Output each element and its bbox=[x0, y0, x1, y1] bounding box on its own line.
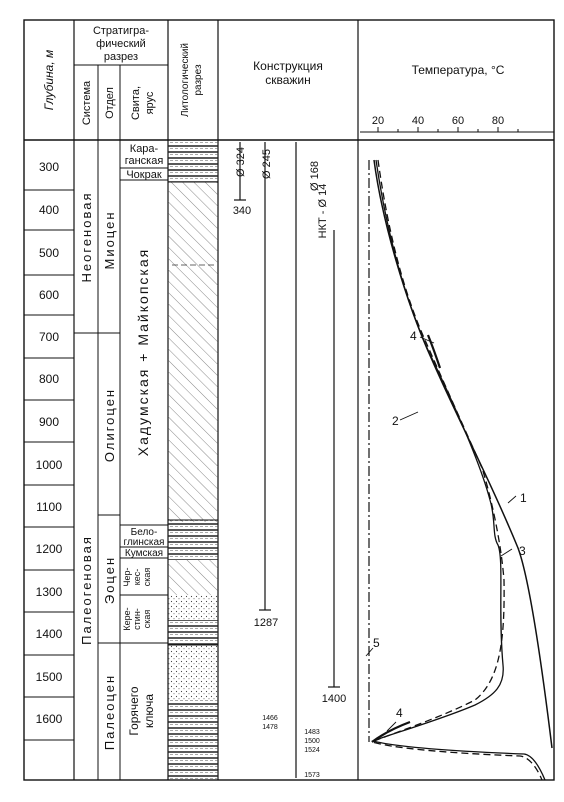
temperature-axis bbox=[360, 115, 554, 132]
depth-label: 700 bbox=[38, 330, 60, 344]
depth-label: 900 bbox=[38, 415, 60, 429]
construction-header-line2: скважин bbox=[265, 73, 311, 87]
curve-label-4: 4 bbox=[410, 329, 417, 343]
depth-label: 1200 bbox=[35, 542, 63, 556]
depth-label: 600 bbox=[38, 288, 60, 302]
casing-depth-1478: 1478 bbox=[262, 724, 278, 731]
curve-leaders bbox=[366, 337, 516, 731]
curve-label-1: 1 bbox=[520, 491, 527, 505]
temperature-curves bbox=[369, 160, 552, 780]
dept-miocene: Миоцен bbox=[102, 210, 117, 270]
casing-label-324: Ø 324 bbox=[235, 147, 247, 177]
depth-label: 1400 bbox=[35, 627, 63, 641]
suite-kerest-3: ская bbox=[142, 609, 152, 629]
depth-label: 1600 bbox=[35, 712, 63, 726]
casing-column bbox=[233, 142, 346, 779]
curve-3 bbox=[373, 160, 545, 780]
strat-header-line1: Стратигра- bbox=[92, 25, 150, 37]
curve-label-5: 5 bbox=[373, 636, 380, 650]
temp-tick-40: 40 bbox=[411, 115, 425, 127]
temperature-header: Температура, °С bbox=[411, 63, 505, 77]
depth-label: 800 bbox=[38, 372, 60, 386]
temp-tick-20: 20 bbox=[371, 115, 385, 127]
casing-depth-1287: 1287 bbox=[253, 617, 279, 629]
casing-depth-1400: 1400 bbox=[321, 693, 347, 705]
curve-label-4b: 4 bbox=[396, 706, 403, 720]
suite-beloglin-1: Бело- bbox=[130, 527, 158, 538]
dept-oligocene: Олигоцен bbox=[102, 387, 117, 463]
suite-cherkess-1: Чер- bbox=[122, 567, 132, 587]
casing-depth-340: 340 bbox=[232, 205, 252, 217]
curve-2 bbox=[372, 160, 542, 780]
suite-chokrak: Чокрак bbox=[126, 169, 162, 181]
casing-depth-1483: 1483 bbox=[304, 729, 320, 736]
casing-depth-1466: 1466 bbox=[262, 715, 278, 722]
depth-label: 300 bbox=[38, 160, 60, 174]
dept-paleocene: Палеоцен bbox=[102, 673, 117, 751]
dept-eocene: Эоцен bbox=[102, 555, 117, 605]
suite-header-line1: Свита, bbox=[130, 85, 142, 121]
casing-depth-1573: 1573 bbox=[304, 772, 320, 779]
casing-label-245: Ø 245 bbox=[261, 149, 273, 179]
suite-cherkess-3: ская bbox=[142, 567, 152, 587]
suite-goryachiy-1: Горячего bbox=[127, 686, 141, 736]
curve-label-2: 2 bbox=[392, 414, 399, 428]
casing-label-168: Ø 168 bbox=[309, 161, 321, 191]
system-header: Система bbox=[81, 80, 93, 126]
casing-label-nkt: НКТ - Ø 14 bbox=[317, 183, 329, 239]
curve-label-3: 3 bbox=[519, 544, 526, 558]
temp-tick-80: 80 bbox=[491, 115, 505, 127]
suite-beloglin-2: глинская bbox=[123, 537, 165, 548]
suite-kerest-1: Кере- bbox=[122, 607, 132, 631]
department-header: Отдел bbox=[104, 87, 116, 119]
depth-header: Глубина, м bbox=[42, 49, 56, 111]
litho-header-line1: Литологический bbox=[180, 42, 191, 118]
strat-header-line3: разрез bbox=[103, 51, 139, 63]
suite-kerest-2: стин- bbox=[132, 608, 142, 630]
suite-header-line2: ярус bbox=[144, 91, 156, 115]
lithology-column bbox=[168, 142, 218, 780]
depth-label: 1300 bbox=[35, 585, 63, 599]
suite-karagan-2: ганская bbox=[124, 155, 164, 167]
construction-header-line1: Конструкция bbox=[253, 59, 323, 73]
curve-1 bbox=[374, 160, 552, 748]
suite-kuma: Кумская bbox=[124, 548, 164, 559]
curve-4-lower bbox=[372, 722, 410, 742]
depth-label: 1500 bbox=[35, 670, 63, 684]
temp-tick-60: 60 bbox=[451, 115, 465, 127]
casing-depth-1524: 1524 bbox=[304, 747, 320, 754]
casing-depth-1500: 1500 bbox=[304, 738, 320, 745]
depth-label: 500 bbox=[38, 246, 60, 260]
suite-goryachiy-2: ключа bbox=[142, 693, 156, 729]
depth-scale bbox=[24, 160, 74, 740]
suite-hadum-maikop: Хадумская + Майкопская bbox=[135, 247, 151, 457]
suite-karagan-1: Кара- bbox=[129, 143, 159, 155]
system-paleogene: Палеогеновая bbox=[79, 535, 94, 645]
depth-label: 1000 bbox=[35, 458, 63, 472]
strat-header-line2: фический bbox=[96, 38, 146, 50]
suite-cherkess-2: кес- bbox=[132, 568, 142, 586]
litho-header-line2: разрез bbox=[193, 64, 204, 96]
depth-label: 1100 bbox=[36, 500, 62, 514]
system-neogene: Неогеновая bbox=[79, 191, 94, 283]
depth-label: 400 bbox=[38, 203, 60, 217]
